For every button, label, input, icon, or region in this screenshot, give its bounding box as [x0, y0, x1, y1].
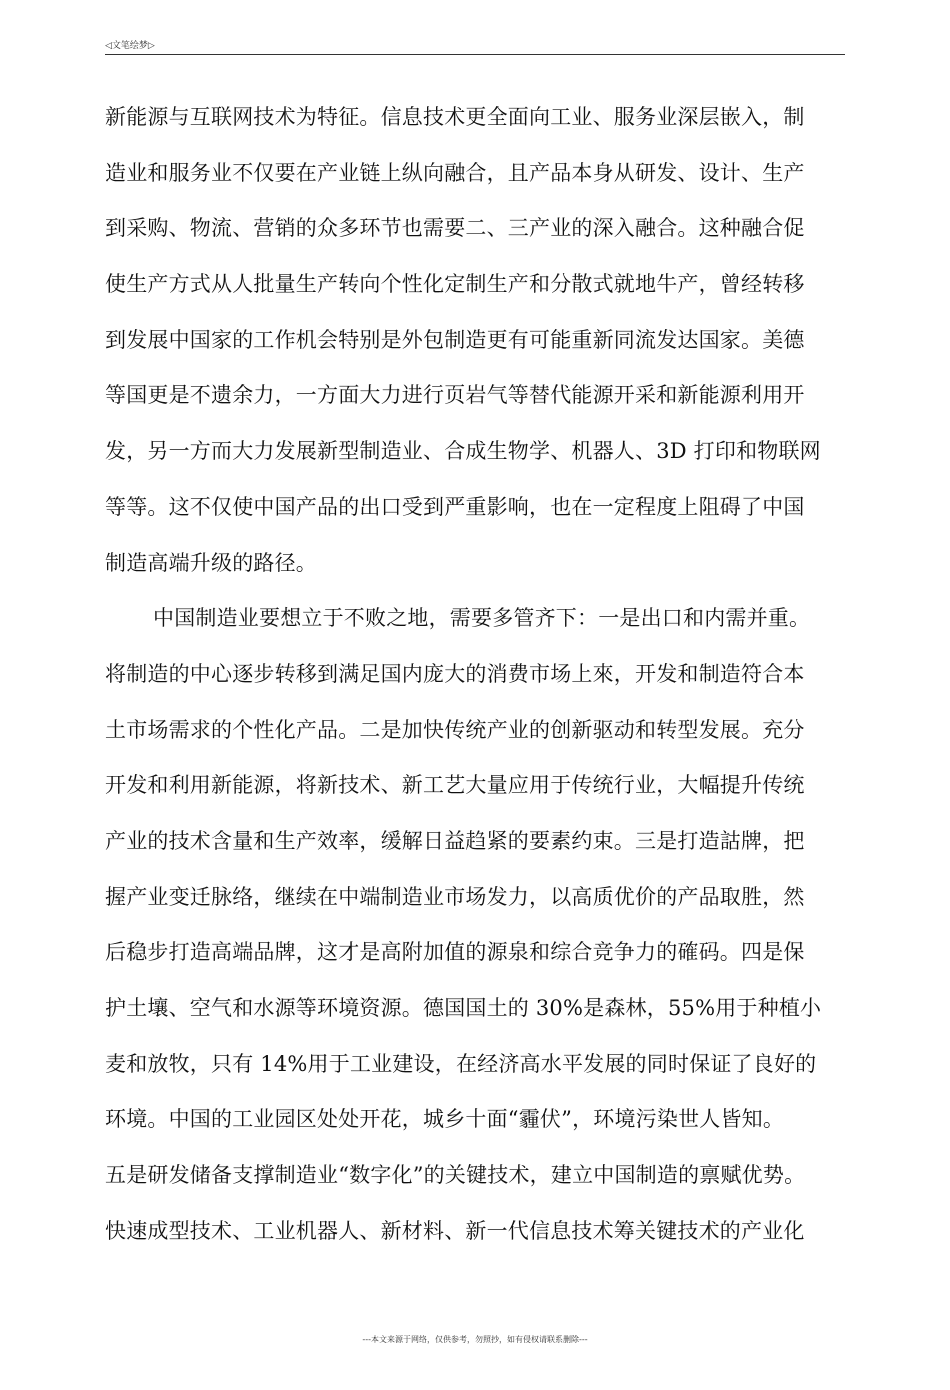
document-body	[105, 90, 850, 1259]
body-line: 五是研发储备支撑制造业“数字化”的关键技术，建立中国制造的禀赋优势。	[105, 1163, 806, 1188]
body-line: 将制造的中心逐步转移到满足国内庞大的消费市场上來，开发和制造符合本	[105, 661, 805, 686]
body-line: 等国更是不遗余力，一方面大力进行页岩气等替代能源开采和新能源利用开	[105, 383, 805, 408]
body-line: 到发展中国家的工作机会特别是外包制造更有可能重新同流发达国家。美德	[105, 327, 805, 352]
paragraph-start-line: 中国制造业要想立于不败之地，需要多管齐下：一是出口和内需并重。	[153, 606, 811, 631]
body-line: 护土壤、空气和水源等环境资源。德国国土的 30%是森林，55%用于种植小	[105, 996, 822, 1020]
body-line: 造业和服务业不仅要在产业链上纵向融合，且产品本身从研发、设计、生产	[105, 160, 805, 185]
body-line: 开发和利用新能源，将新技术、新工艺大量应用于传统行业，大幅提升传统	[105, 773, 805, 798]
body-line: 环境。中国的工业园区处处开花，城乡十面“霾伏”，环境污染世人皆知。	[105, 1107, 785, 1132]
body-line: 产业的技术含量和生产效率，缓解日益趋紧的要素约束。三是打造詁牌，把	[105, 828, 805, 853]
body-line: 制造高端升级的路径。	[105, 550, 317, 575]
body-line: 到采购、物流、营销的众多环节也需要二、三产业的深入融合。这种融合促	[105, 216, 805, 241]
body-line: 快速成型技术、工业机器人、新材料、新一代信息技术筹关键技术的产业化	[105, 1218, 805, 1243]
body-line: 土市场需求的个性化产品。二是加快传统产业的创新驱动和转型发展。充分	[105, 717, 805, 742]
page-footer: ---本文来源于网络，仅供参考，勿照抄，如有侵权请联系删除---	[362, 1335, 588, 1344]
body-line: 后稳步打造高端品牌，这才是高附加值的源泉和综合竞争力的確码。四是保	[105, 940, 805, 965]
page-header	[105, 36, 845, 55]
body-line: 麦和放牧，只有 14%用于工业建设，在经济高水平发展的同时保证了良好的	[105, 1051, 817, 1076]
body-line: 新能源与互联网技术为特征。信息技术更全面向工业、服务业深层嵌入，制	[105, 105, 805, 129]
body-line: 发，另一方而大力发展新型制造业、合成生物学、机器人、3D 打印和物联网	[105, 439, 821, 464]
body-line: 使生产方式从人批量生产转向个性化定制生产和分散式就地牛产，曾经转移	[105, 272, 805, 297]
header-text: ◁文笔绘梦▷	[105, 41, 155, 51]
body-line: 握产业变迁脉络，继续在中端制造业市场发力，以高质优价的产品取胜，然	[105, 884, 805, 909]
body-line: 等等。这不仅使中国产品的出口受到严重影响，也在一定程度上阻碍了中国	[105, 494, 805, 519]
